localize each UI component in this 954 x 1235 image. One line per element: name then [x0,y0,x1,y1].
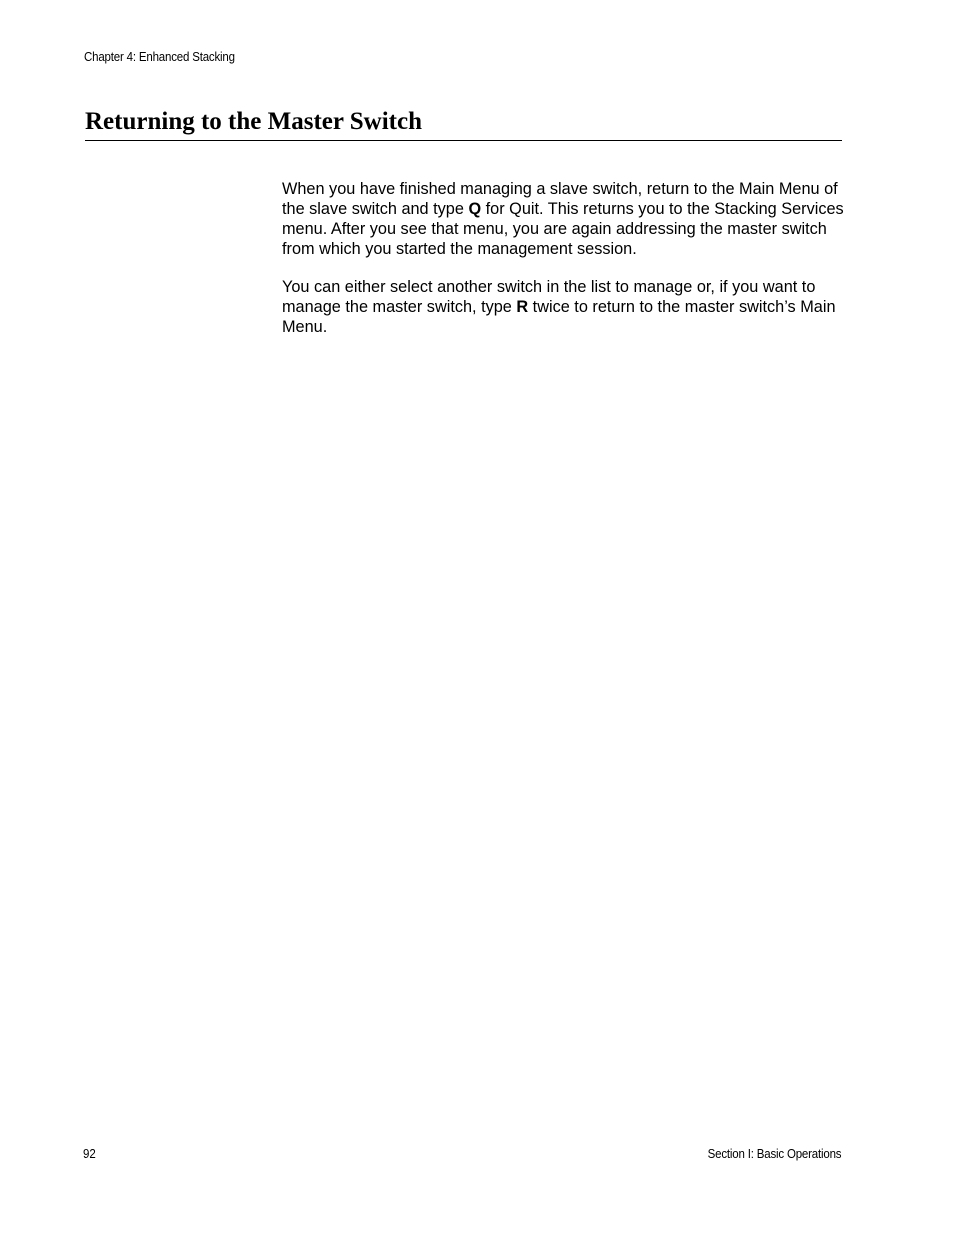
paragraph-1-key: Q [468,200,482,218]
section-title: Returning to the Master Switch [85,106,842,141]
paragraph-2-key: R [516,298,529,316]
running-header-chapter: Chapter 4: Enhanced Stacking [84,50,235,64]
paragraph-1 [282,179,846,259]
footer-page-number: 92 [83,1147,96,1161]
paragraph-2 [282,277,846,337]
paragraph-1-text-after: for Quit. This returns you to the Stacking Services menu. After you see that menu, you are again addressing the master switch from which you started the management session. [282,200,844,258]
paragraph-1-text-before: When you have finished managing a slave switch, return to the Main Menu of the slave switch and type [282,180,838,218]
footer-section-name: Section I: Basic Operations [707,1147,841,1161]
paragraph-2-text-after: twice to return to the master switch’s Main Menu. [282,298,836,336]
body-text [282,179,846,355]
paragraph-2-text-before: You can either select another switch in the list to manage or, if you want to manage the master switch, type [282,278,816,316]
